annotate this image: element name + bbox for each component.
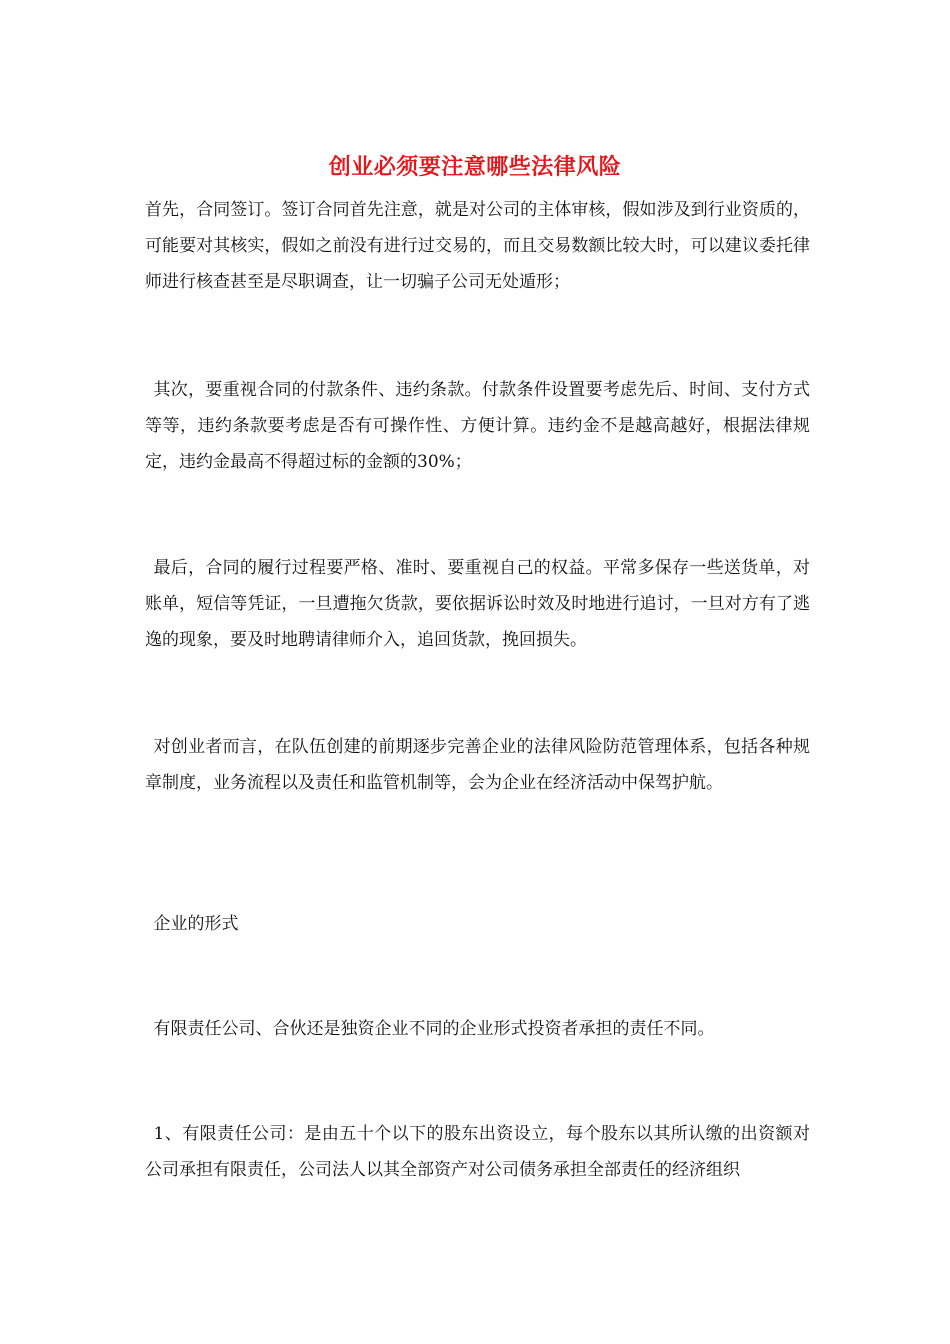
paragraph-contract-performance: 最后，合同的履行过程要严格、准时、要重视自己的权益。平常多保存一些送货单，对账单，短信等凭证，一旦遭拖欠货款，要依据诉讼时效及时地进行追讨，一旦对方有了逃逸的现象，要及时地聘请律师介入，追回货款，挽回损失。	[145, 558, 810, 650]
section-heading-enterprise-forms: 企业的形式	[153, 914, 239, 934]
paragraph-risk-management: 对创业者而言，在队伍创建的前期逐步完善企业的法律风险防范管理体系，包括各种规章制度，业务流程以及责任和监管机制等，会为企业在经济活动中保驾护航。	[145, 737, 810, 793]
paragraph-contract-signing: 首先，合同签订。签订合同首先注意，就是对公司的主体审核，假如涉及到行业资质的，可能要对其核实，假如之前没有进行过交易的，而且交易数额比较大时，可以建议委托律师进行核查甚至是尽职调查，让一切骗子公司无处遁形；	[145, 200, 810, 292]
paragraph-limited-liability: 1、有限责任公司：是由五十个以下的股东出资设立，每个股东以其所认缴的出资额对公司承担有限责任，公司法人以其全部资产对公司债务承担全部责任的经济组织	[145, 1124, 810, 1180]
document-title: 创业必须要注意哪些法律风险	[328, 154, 622, 180]
paragraph-payment-terms: 其次，要重视合同的付款条件、违约条款。付款条件设置要考虑先后、时间、支付方式等等，违约条款要考虑是否有可操作性、方便计算。违约金不是越高越好，根据法律规定，违约金最高不得超过标的金额的30%；	[145, 380, 810, 472]
paragraph-enterprise-forms: 有限责任公司、合伙还是独资企业不同的企业形式投资者承担的责任不同。	[153, 1019, 715, 1039]
